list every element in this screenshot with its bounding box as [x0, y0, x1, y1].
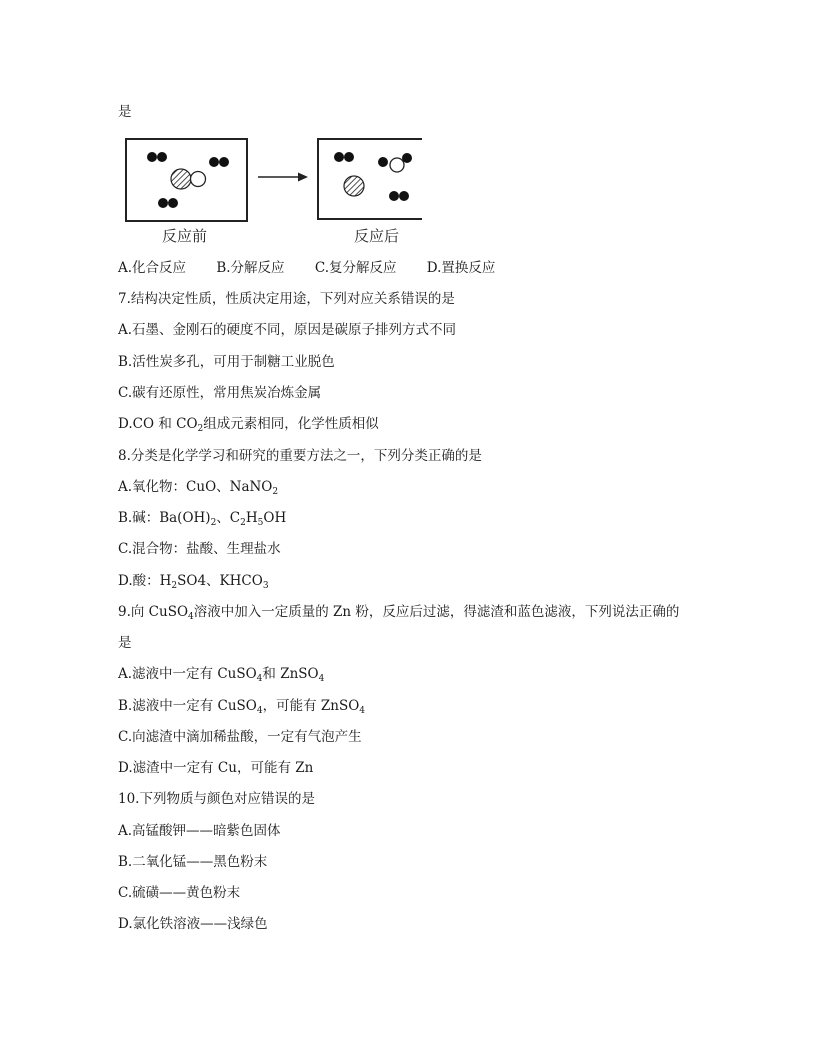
black-diatomic-molecule [158, 198, 178, 208]
question-9-option-d[interactable]: D.滤渣中一定有 Cu，可能有 Zn [118, 760, 314, 776]
question-9-option-b[interactable]: B.滤液中一定有 CuSO$_4$，可能有 ZnSO$_4$ [118, 698, 365, 716]
question-8-option-c[interactable]: C.混合物：盐酸、生理盐水 [118, 541, 281, 557]
before-label: 反应前 [162, 227, 208, 245]
question-8-option-d[interactable]: D.酸：$H_2SO4$、$KHCO_3$ [118, 573, 269, 591]
question-7-stem: 7.结构决定性质，性质决定用途，下列对应关系错误的是 [118, 291, 455, 307]
question-10-stem: 10.下列物质与颜色对应错误的是 [118, 791, 315, 807]
question-10-option-d[interactable]: D.氯化铁溶液——浅绿色 [118, 916, 268, 932]
question-6-options [118, 259, 521, 277]
question-8-stem: 8.分类是化学学习和研究的重要方法之一，下列分类正确的是 [118, 448, 482, 464]
before-reaction-box [126, 139, 247, 221]
option-a[interactable]: A.化合反应 [118, 260, 187, 276]
question-8-option-a[interactable]: A.氧化物：CuO、NaNO$_2$ [118, 479, 279, 497]
question-6-stem-end: 是 [118, 104, 132, 120]
hatched-white-molecule [171, 169, 206, 189]
question-10-option-c[interactable]: C.硫磺——黄色粉末 [118, 885, 241, 901]
question-7-option-b[interactable]: B.活性炭多孔，可用于制糖工业脱色 [118, 354, 335, 370]
question-9-option-a[interactable]: A.滤液中一定有 CuSO$_4$和 ZnSO$_4$ [118, 666, 325, 684]
option-d[interactable]: D.置换反应 [426, 260, 496, 276]
option-c[interactable]: C.复分解反应 [314, 260, 397, 276]
arrow-icon [258, 173, 308, 182]
black-diatomic-molecule [389, 191, 409, 201]
question-10-option-b[interactable]: B.二氧化锰——黑色粉末 [118, 854, 268, 870]
question-9-stem-continued: 是 [118, 635, 132, 651]
question-7-option-c[interactable]: C.碳有还原性，常用焦炭冶炼金属 [118, 385, 322, 401]
question-10-option-a[interactable]: A.高锰酸钾——暗紫色固体 [118, 823, 281, 839]
question-9-option-c[interactable]: C.向滤渣中滴加稀盐酸，一定有气泡产生 [118, 729, 362, 745]
option-b[interactable]: B.分解反应 [216, 260, 285, 276]
question-7-option-a[interactable]: A.石墨、金刚石的硬度不同，原因是碳原子排列方式不同 [118, 322, 457, 338]
after-label: 反应后 [354, 227, 400, 245]
hatched-atom [344, 176, 364, 196]
black-diatomic-molecule [209, 157, 229, 167]
reaction-diagram [122, 134, 422, 246]
black-diatomic-molecule [147, 152, 167, 162]
question-8-option-b[interactable]: B.碱：$Ba(OH)_2$、$C_2H_5OH$ [118, 510, 287, 528]
black-white-molecule [378, 153, 412, 172]
black-diatomic-molecule [334, 152, 354, 162]
question-7-option-d[interactable]: D.CO 和 $CO_2$组成元素相同，化学性质相似 [118, 416, 379, 434]
after-reaction-box [318, 139, 422, 219]
question-9-stem: 9.向 CuSO$_4$溶液中加入一定质量的 Zn 粉，反应后过滤，得滤渣和蓝色滤液，下列说法正确的 [118, 604, 680, 622]
